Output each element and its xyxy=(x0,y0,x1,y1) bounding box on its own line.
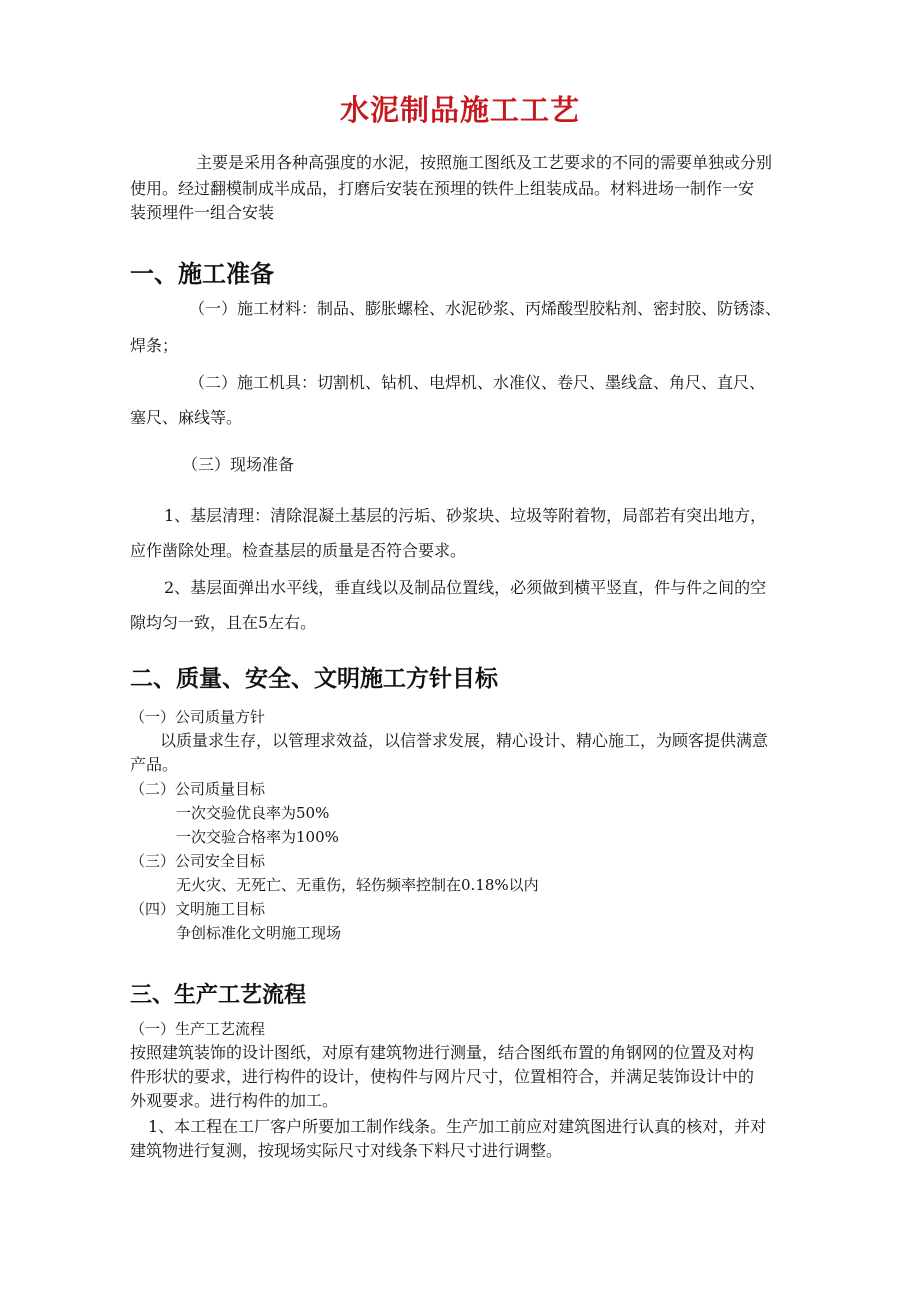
quality-goal-2: 一次交验合格率为100% xyxy=(176,828,339,846)
site-prep-label: （三）现场准备 xyxy=(182,455,295,474)
civil-goal-label: （四）文明施工目标 xyxy=(130,900,266,918)
safety-goal-text: 无火灾、无死亡、无重伤，轻伤频率控制在0.18%以内 xyxy=(176,876,539,894)
process-line-2: 件形状的要求，进行构件的设计，使构件与网片尺寸，位置相符合，并满足装饰设计中的 xyxy=(130,1067,755,1086)
quality-goal-1: 一次交验优良率为50% xyxy=(176,804,330,822)
item-1-line-1: 1、本工程在工厂客户所要加工制作线条。生产加工前应对建筑图进行认真的核对，并对 xyxy=(148,1117,767,1136)
materials-line-1: （一）施工材料：制品、膨胀螺栓、水泥砂浆、丙烯酸型胶粘剂、密封胶、防锈漆、 xyxy=(189,299,782,318)
safety-goal-label: （三）公司安全目标 xyxy=(130,852,266,870)
intro-line-2: 使用。经过翻模制成半成品，打磨后安装在预埋的铁件上组装成品。材料进场一制作一安 xyxy=(130,179,755,198)
step-1-line-1: 1、基层清理：清除混凝土基层的污垢、砂浆块、垃圾等附着物，局部若有突出地方， xyxy=(164,506,767,525)
document-title: 水泥制品施工工艺 xyxy=(339,93,580,127)
process-line-3: 外观要求。进行构件的加工。 xyxy=(130,1091,339,1110)
quality-policy-label: （一）公司质量方针 xyxy=(130,708,266,726)
process-line-1: 按照建筑装饰的设计图纸，对原有建筑物进行测量，结合图纸布置的角钢网的位置及对构 xyxy=(130,1043,755,1062)
quality-policy-line-1: 以质量求生存，以管理求效益，以信誉求发展，精心设计、精心施工，为顾客提供满意 xyxy=(160,731,769,750)
tools-line-1: （二）施工机具：切割机、钻机、电焊机、水准仪、卷尺、墨线盒、角尺、直尺、 xyxy=(189,373,766,392)
step-1-line-2: 应作凿除处理。检查基层的质量是否符合要求。 xyxy=(130,541,467,560)
quality-goal-label: （二）公司质量目标 xyxy=(130,780,266,798)
tools-line-2: 塞尺、麻线等。 xyxy=(130,408,243,427)
intro-line-1: 主要是采用各种高强度的水泥，按照施工图纸及工艺要求的不同的需要单独或分别 xyxy=(196,153,773,172)
process-sub-label: （一）生产工艺流程 xyxy=(130,1020,266,1038)
item-1-line-2: 建筑物进行复测，按现场实际尺寸对线条下料尺寸进行调整。 xyxy=(130,1141,563,1160)
materials-line-2: 焊条； xyxy=(130,336,179,355)
step-2-line-1: 2、基层面弹出水平线，垂直线以及制品位置线，必须做到横平竖直，件与件之间的空 xyxy=(164,578,767,597)
quality-policy-line-2: 产品。 xyxy=(130,755,179,774)
civil-goal-text: 争创标准化文明施工现场 xyxy=(176,924,342,942)
step-2-line-2: 隙均匀一致，且在5左右。 xyxy=(130,613,317,632)
section-1-heading: 一、施工准备 xyxy=(130,259,274,288)
section-3-heading: 三、生产工艺流程 xyxy=(130,982,307,1008)
section-2-heading: 二、质量、安全、文明施工方针目标 xyxy=(130,665,498,692)
intro-line-3: 装预埋件一组合安装 xyxy=(130,203,275,222)
